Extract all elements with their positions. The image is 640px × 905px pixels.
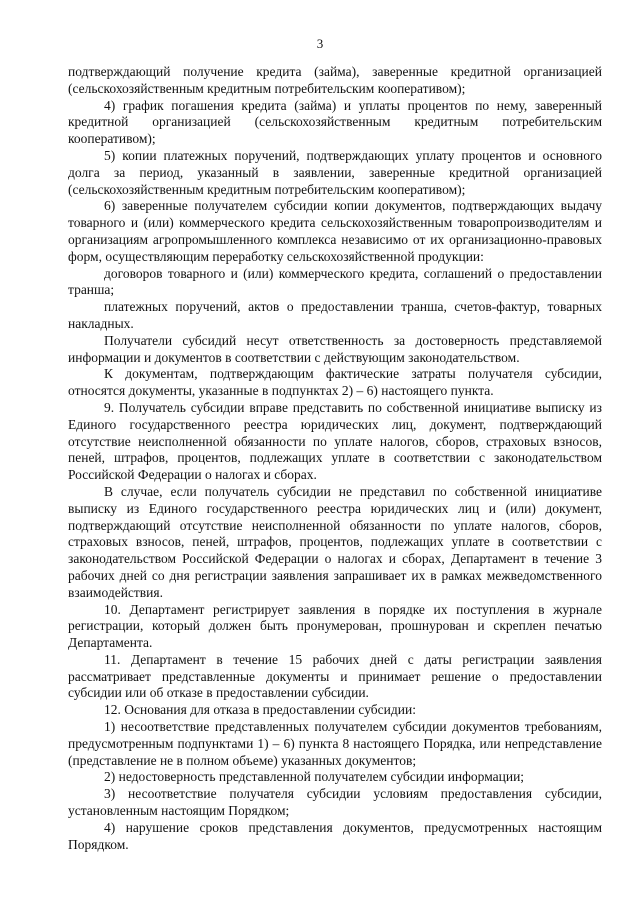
paragraph: 1) несоответствие представленных получателем субсидии документов требованиям, предусмотренным подпунктами 1) – 6) пункта 8 настоящего Порядка, или непредставление (представление не в полном объеме) указанных документов; <box>68 719 602 768</box>
paragraph: Получатели субсидий несут ответственность за достоверность представляемой информации и документов в соответствии с действующим законодательством. <box>68 332 602 365</box>
paragraph: 4) график погашения кредита (займа) и уплаты процентов по нему, заверенный кредитной организацией (сельскохозяйственным кредитным потребительским кооперативом); <box>68 97 602 147</box>
paragraph: 3) несоответствие получателя субсидии условиям предоставления субсидии, установленным настоящим Порядком; <box>68 786 602 819</box>
document-body <box>68 64 602 853</box>
paragraph: К документам, подтверждающим фактические затраты получателя субсидии, относятся документы, указанные в подпунктах 2) – 6) настоящего пункта. <box>68 366 602 399</box>
paragraph: 5) копии платежных поручений, подтверждающих уплату процентов и основного долга за период, указанный в заявлении, заверенные кредитной организацией (сельскохозяйственным кредитным потребительским кооперативом); <box>68 147 602 197</box>
paragraph: 4) нарушение сроков представления документов, предусмотренных настоящим Порядком. <box>68 819 602 852</box>
paragraph: 11. Департамент в течение 15 рабочих дней с даты регистрации заявления рассматривает представленные документы и принимает решение о предоставлении субсидии или об отказе в предоставлении субсидии. <box>68 651 602 701</box>
paragraph: платежных поручений, актов о предоставлении транша, счетов-фактур, товарных накладных. <box>68 299 602 331</box>
paragraph: 12. Основания для отказа в предоставлении субсидии: <box>104 702 416 718</box>
page-number: 3 <box>316 36 324 51</box>
paragraph: 2) недостоверность представленной получателем субсидии информации; <box>104 769 525 785</box>
paragraph: 6) заверенные получателем субсидии копии документов, подтверждающих выдачу товарного и (или) коммерческого кредита сельскохозяйственным товаропроизводителям и организациям агропромышленного комплекса независимо от их организационно-правовых форм, осуществляющим переработку сельскохозяйственной продукции: <box>68 198 602 264</box>
paragraph: 10. Департамент регистрирует заявления в порядке их поступления в журнале регистрации, который должен быть пронумерован, прошнурован и скреплен печатью Департамента. <box>68 601 602 651</box>
paragraph: В случае, если получатель субсидии не представил по собственной инициативе выписку из Единого государственного реестра юридических лиц и (или) документ, подтверждающий отсутствие неисполненной обязанности по уплате налогов, сборов, страховых взносов, пеней, штрафов, процентов, подлежащих уплате в соответствии с законодательством Российской Федерации о налогах и сборах, Департамент в течение 3 рабочих дней со дня регистрации заявления запрашивает их в рамках межведомственного взаимодействия. <box>68 483 602 600</box>
paragraph: договоров товарного и (или) коммерческого кредита, соглашений о предоставлении транша; <box>68 265 602 298</box>
paragraph: 9. Получатель субсидии вправе представить по собственной инициативе выписку из Единого государственного реестра юридических лиц, документ, подтверждающий отсутствие неисполненной обязанности по уплате налогов, сборов, страховых взносов, пеней, штрафов, процентов, подлежащих уплате в соответствии с законодательством Российской Федерации о налогах и сборах. <box>68 399 602 483</box>
paragraph: подтверждающий получение кредита (займа), заверенные кредитной организацией (сельскохозяйственным кредитным потребительским кооперативом); <box>68 64 602 96</box>
